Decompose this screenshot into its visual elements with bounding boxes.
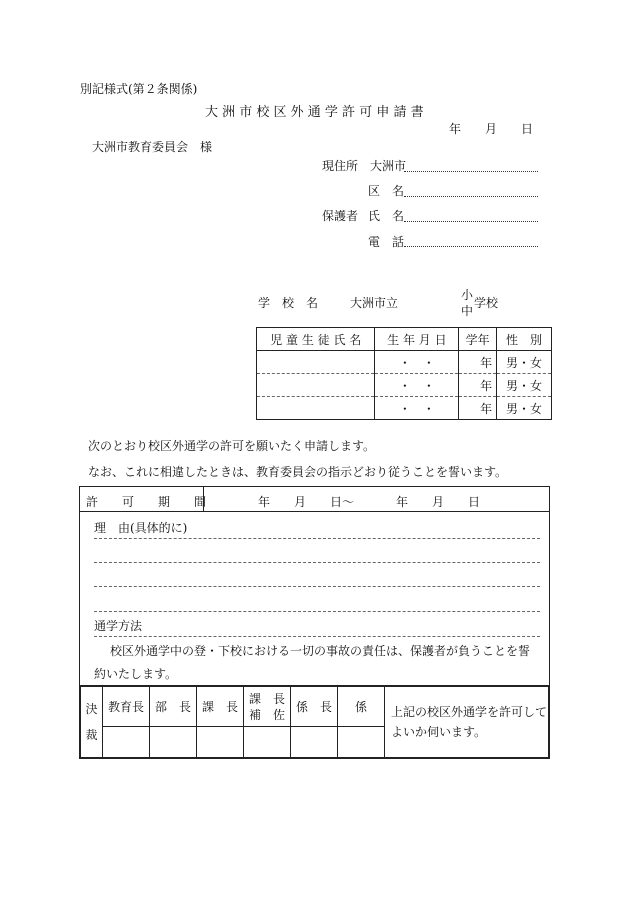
phone-label: 電 話 — [368, 235, 405, 249]
guardian-label: 保護者 — [322, 209, 359, 223]
period-to[interactable]: 年 月 日 — [396, 495, 481, 509]
dob-cell[interactable]: ・ ・ — [375, 397, 459, 420]
school-suffix: 学校 — [474, 296, 499, 310]
name-field[interactable] — [404, 221, 538, 222]
stamp-cell[interactable] — [150, 727, 197, 758]
period-label: 許 可 期 間 — [86, 495, 207, 509]
period-bottom-line — [80, 511, 549, 512]
method-line[interactable] — [94, 636, 540, 637]
stamp-cell[interactable] — [244, 727, 291, 758]
stamp-cell[interactable] — [197, 727, 244, 758]
table-row — [257, 374, 552, 397]
address-label: 現住所 — [322, 159, 359, 173]
period-divider — [203, 487, 204, 511]
stamp-cell[interactable] — [103, 727, 150, 758]
header-grade: 学年 — [459, 328, 497, 351]
header-student-name: 児 童 生 徒 氏 名 — [257, 328, 375, 351]
student-table — [256, 327, 552, 420]
statement-request: 次のとおり校区外通学の許可を願いたく申請します。 — [88, 439, 376, 453]
form-title: 大 洲 市 校 区 外 通 学 許 可 申 請 書 — [205, 105, 424, 120]
liability-line2: 約いたします。 — [94, 667, 178, 681]
district-field[interactable] — [404, 196, 538, 197]
addressee: 大洲市教育委員会 様 — [92, 140, 213, 154]
approver-section-chief-label: 課 長 — [197, 687, 244, 727]
period-from[interactable]: 年 月 日～ — [258, 495, 355, 509]
approver-assistant-chief-label: 課 長 補 佐 — [244, 687, 291, 727]
name-label: 氏 名 — [368, 209, 405, 223]
approver-staff-label: 係 — [338, 687, 385, 727]
address-field[interactable] — [404, 171, 538, 172]
header-sex: 性 別 — [497, 328, 552, 351]
grade-cell[interactable]: 年 — [459, 351, 497, 374]
student-name-cell[interactable] — [257, 397, 375, 420]
student-name-cell[interactable] — [257, 351, 375, 374]
grade-cell[interactable]: 年 — [459, 374, 497, 397]
district-label: 区 名 — [368, 184, 405, 198]
approval-side-label: 決 裁 — [81, 687, 103, 758]
address-prefix: 大洲市 — [370, 159, 407, 173]
sex-cell[interactable]: 男・女 — [497, 397, 552, 420]
date-line[interactable]: 年 月 日 — [449, 122, 534, 136]
approval-table — [79, 686, 550, 759]
form-number: 別記様式(第２条関係) — [80, 82, 198, 96]
dob-cell[interactable]: ・ ・ — [375, 374, 459, 397]
reason-line[interactable] — [94, 538, 540, 539]
school-label: 学 校 名 — [258, 296, 319, 310]
reason-label: 理 由(具体的に) — [94, 521, 188, 535]
reason-line[interactable] — [94, 562, 540, 563]
table-row — [257, 351, 552, 374]
school-elem[interactable]: 小 — [461, 288, 474, 302]
school-middle[interactable]: 中 — [461, 304, 474, 318]
reason-line[interactable] — [94, 611, 540, 612]
school-city: 大洲市立 — [350, 296, 399, 310]
approver-superintendent-label: 教育長 — [103, 687, 150, 727]
student-name-cell[interactable] — [257, 374, 375, 397]
phone-field[interactable] — [404, 246, 538, 247]
stamp-cell[interactable] — [338, 727, 385, 758]
method-label: 通学方法 — [94, 619, 143, 633]
approver-subsection-chief-label: 係 長 — [291, 687, 338, 727]
stamp-cell[interactable] — [291, 727, 338, 758]
approver-director-label: 部 長 — [150, 687, 197, 727]
sex-cell[interactable]: 男・女 — [497, 351, 552, 374]
header-dob: 生 年 月 日 — [375, 328, 459, 351]
table-header — [257, 328, 552, 351]
dob-cell[interactable]: ・ ・ — [375, 351, 459, 374]
table-row — [257, 397, 552, 420]
sex-cell[interactable]: 男・女 — [497, 374, 552, 397]
reason-line[interactable] — [94, 586, 540, 587]
statement-oath: なお、これに相違したときは、教育委員会の指示どおり従うことを誓います。 — [88, 465, 508, 479]
liability-line1: 校区外通学中の登・下校における一切の事故の責任は、保護者が負うことを誓 — [110, 644, 531, 658]
grade-cell[interactable]: 年 — [459, 397, 497, 420]
application-box — [79, 486, 550, 686]
approval-note: 上記の校区外通学を許可して よいか伺います。 — [385, 687, 549, 758]
